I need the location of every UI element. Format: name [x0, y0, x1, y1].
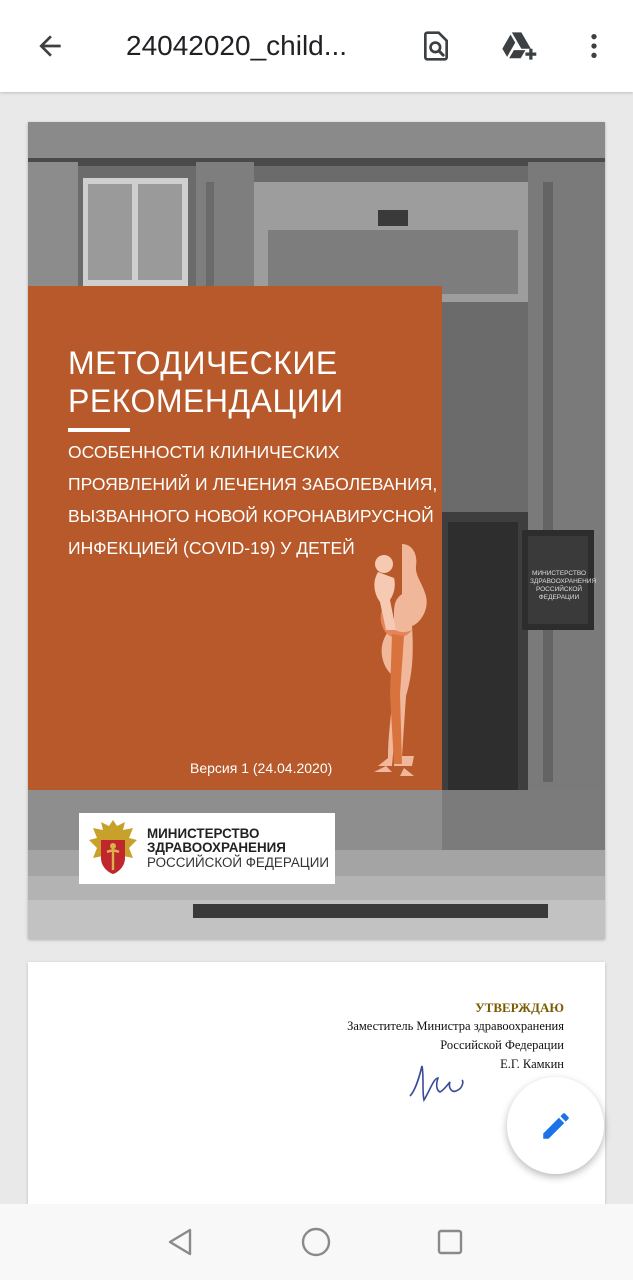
document-title: 24042020_child...	[126, 30, 348, 61]
approval-line: Заместитель Министра здравоохранения	[347, 1019, 564, 1033]
approval-heading: УТВЕРЖДАЮ	[475, 1000, 564, 1015]
system-navigation-bar	[0, 1204, 633, 1280]
arrow-left-icon	[34, 30, 66, 62]
mother-child-illustration	[350, 536, 440, 786]
pencil-icon	[539, 1109, 573, 1143]
app-bar	[0, 0, 633, 92]
find-in-document-button[interactable]	[412, 22, 460, 70]
edit-fab-button[interactable]	[507, 1077, 604, 1174]
nav-back-button[interactable]	[160, 1222, 200, 1262]
ministry-name: МИНИСТЕРСТВО ЗДРАВООХРАНЕНИЯ РОССИЙСКОЙ ФЕДЕРАЦИИ	[147, 825, 329, 870]
cover-version: Версия 1 (24.04.2020)	[190, 760, 333, 776]
document-page-cover	[28, 122, 605, 939]
document-viewer[interactable]	[0, 92, 633, 1204]
nav-recents-button[interactable]	[430, 1222, 470, 1262]
approval-line: Российской Федерации	[440, 1038, 564, 1052]
more-vert-icon	[578, 30, 610, 62]
triangle-back-icon	[166, 1227, 194, 1257]
ministry-logo	[79, 813, 335, 884]
more-options-button[interactable]	[570, 22, 618, 70]
cover-divider	[68, 428, 130, 432]
cover-title: МЕТОДИЧЕСКИЕ РЕКОМЕНДАЦИИ	[68, 345, 344, 419]
building-sign: МИНИСТЕРСТВО ЗДРАВООХРАНЕНИЯ РОССИЙСКОЙ ФЕДЕРАЦИИ	[530, 570, 597, 601]
approval-line: Е.Г. Камкин	[500, 1057, 564, 1071]
square-recents-icon	[436, 1228, 464, 1256]
nav-home-button[interactable]	[296, 1222, 336, 1262]
add-to-drive-button[interactable]	[496, 22, 544, 70]
circle-home-icon	[300, 1226, 332, 1258]
cover-panel	[28, 286, 442, 790]
coat-of-arms-icon	[85, 816, 141, 882]
signature	[404, 1060, 474, 1108]
cover-subtitle: ОСОБЕННОСТИ КЛИНИЧЕСКИХ ПРОЯВЛЕНИЙ И ЛЕЧЕНИЯ ЗАБОЛЕВАНИЯ, ВЫЗВАННОГО НОВОЙ КОРОНАВИРУСНОЙ ИНФЕКЦИЕЙ (COVID-19) У ДЕТЕЙ	[68, 442, 438, 558]
document-search-icon	[420, 30, 452, 62]
drive-add-icon	[501, 29, 539, 63]
back-button[interactable]	[26, 22, 74, 70]
document-page-2	[28, 962, 605, 1204]
